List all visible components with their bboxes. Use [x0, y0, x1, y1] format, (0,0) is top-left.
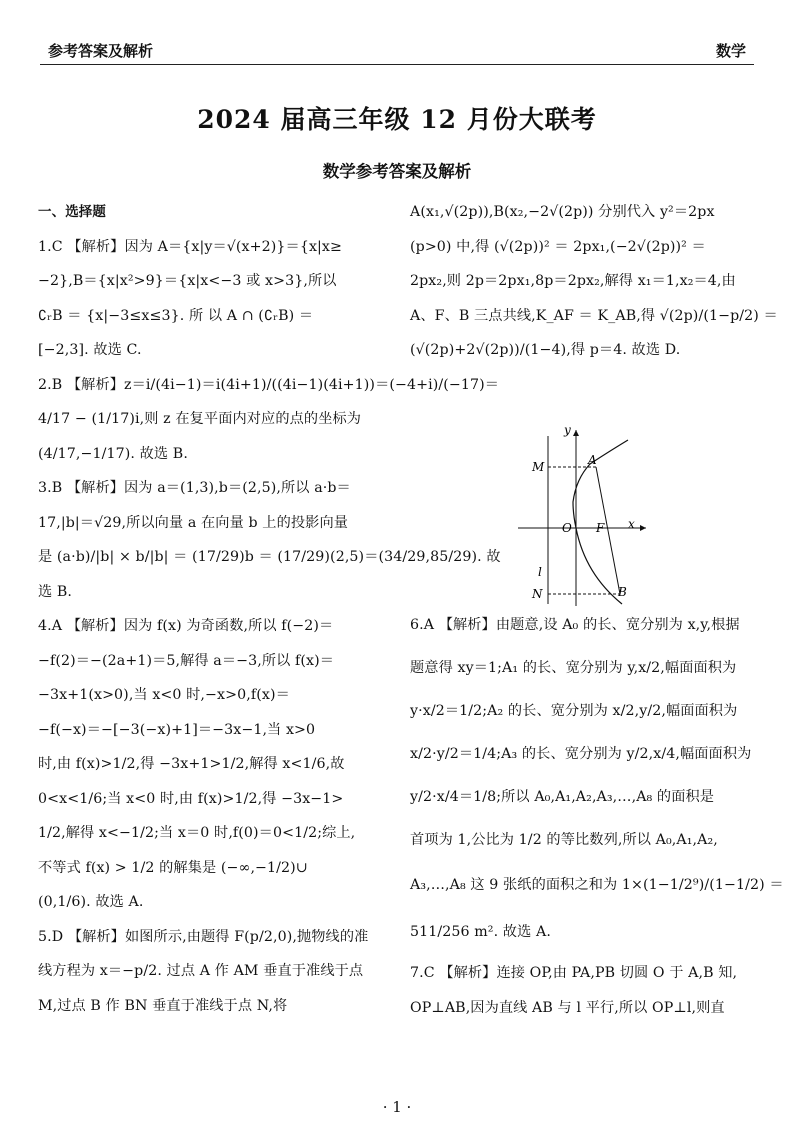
section-heading: 一、选择题 — [38, 204, 106, 220]
text-line: 4.A 【解析】因为 f(x) 为奇函数,所以 f(−2)＝ — [38, 618, 334, 634]
label-m: M — [532, 460, 545, 474]
text-line: 5.D 【解析】如图所示,由题得 F(p/2,0),抛物线的准 — [38, 928, 369, 945]
label-y: y — [564, 424, 571, 437]
text-line: 题意得 xy＝1;A₁ 的长、宽分别为 y,x/2,幅面面积为 — [410, 660, 737, 676]
parabola-figure — [510, 424, 650, 609]
text-line: 时,由 f(x)>1/2,得 −3x+1>1/2,解得 x<1/6,故 — [38, 756, 345, 772]
text-line: M,过点 B 作 BN 垂直于准线于点 N,将 — [38, 997, 288, 1014]
text-line: 511/256 m². 故选 A. — [410, 924, 551, 940]
text-line: −2},B＝{x|x²>9}＝{x|x<−3 或 x>3},所以 — [38, 273, 337, 289]
text-line: (p>0) 中,得 (√(2p))² ＝ 2px₁,(−2√(2p))² ＝ — [410, 238, 706, 255]
label-a: A — [588, 453, 597, 467]
header-right: 数学 — [715, 42, 746, 60]
text-line: x/2·y/2＝1/4;A₃ 的长、宽分别为 y/2,x/4,幅面面积为 — [410, 746, 752, 762]
text-line: y·x/2＝1/2;A₂ 的长、宽分别为 x/2,y/2,幅面面积为 — [410, 703, 738, 719]
text-line: OP⊥AB,因为直线 AB 与 l 平行,所以 OP⊥l,则直 — [410, 1000, 725, 1016]
header-left: 参考答案及解析 — [48, 42, 154, 60]
text-line: A₃,…,A₈ 这 9 张纸的面积之和为 1×(1−1/2⁹)/(1−1/2) ＝ — [410, 877, 784, 893]
text-line: −f(−x)＝−[−3(−x)+1]＝−3x−1,当 x>0 — [38, 721, 316, 738]
text-line: 2px₂,则 2p＝2px₁,8p＝2px₂,解得 x₁＝1,x₂＝4,由 — [410, 273, 736, 289]
text-line: A、F、B 三点共线,K_AF ＝ K_AB,得 √(2p)/(1−p/2) ＝ — [410, 307, 778, 324]
text-line: 1.C 【解析】因为 A＝{x|y＝√(x+2)}＝{x|x≥ — [38, 238, 343, 255]
header-divider — [40, 64, 754, 65]
text-line: 0<x<1/6;当 x<0 时,由 f(x)>1/2,得 −3x−1> — [38, 790, 344, 807]
text-line: y/2·x/4＝1/8;所以 A₀,A₁,A₂,A₃,…,A₈ 的面积是 — [410, 789, 715, 805]
page-number: · 1 · — [382, 1098, 412, 1116]
text-line: 首项为 1,公比为 1/2 的等比数列,所以 A₀,A₁,A₂, — [410, 832, 718, 848]
text-line: ∁ᵣB ＝ {x|−3≤x≤3}. 所 以 A ∩ (∁ᵣB) ＝ — [38, 307, 314, 324]
label-x: x — [628, 517, 635, 531]
label-b: B — [618, 585, 627, 599]
text-line: [−2,3]. 故选 C. — [38, 342, 142, 358]
page-title: 2024 届高三年级 12 月份大联考 — [197, 105, 597, 134]
text-line: 1/2,解得 x<−1/2;当 x＝0 时,f(0)＝0<1/2;综上, — [38, 825, 356, 841]
label-n: N — [532, 587, 543, 601]
label-l: l — [538, 565, 542, 579]
text-line: 2.B 【解析】z＝i/(4i−1)＝i(4i+1)/((4i−1)(4i+1))＝(−4+i)/(−17)＝ — [38, 376, 500, 393]
text-line: 4/17 − (1/17)i,则 z 在复平面内对应的点的坐标为 — [38, 411, 362, 427]
text-line: 选 B. — [38, 583, 73, 600]
text-line: 7.C 【解析】连接 OP,由 PA,PB 切圆 O 于 A,B 知, — [410, 965, 738, 981]
text-line: (√(2p)+2√(2p))/(1−4),得 p＝4. 故选 D. — [410, 342, 681, 358]
right-column-top — [410, 195, 778, 368]
y-axis-arrow-icon — [573, 430, 579, 436]
x-axis-arrow-icon — [640, 525, 646, 531]
label-o: O — [562, 521, 572, 535]
text-line: 是 (a·b)/|b| × b/|b| ＝ (17/29)b ＝ (17/29)(2,5)＝(34/29,85/29). 故 — [38, 549, 501, 565]
text-line: A(x₁,√(2p)),B(x₂,−2√(2p)) 分别代入 y²＝2px — [410, 204, 715, 220]
text-line: (4/17,−1/17). 故选 B. — [38, 445, 188, 462]
text-line: −3x+1(x>0),当 x<0 时,−x>0,f(x)＝ — [38, 687, 290, 703]
text-line: 线方程为 x＝−p/2. 过点 A 作 AM 垂直于准线于点 — [38, 963, 364, 979]
label-f: F — [596, 521, 605, 535]
text-line: 17,|b|＝√29,所以向量 a 在向量 b 上的投影向量 — [38, 514, 349, 531]
text-line: −f(2)＝−(2a+1)＝5,解得 a＝−3,所以 f(x)＝ — [38, 652, 335, 669]
right-column-bottom — [410, 604, 784, 1026]
page-subtitle: 数学参考答案及解析 — [322, 162, 472, 181]
text-line: (0,1/6). 故选 A. — [38, 894, 144, 910]
text-line: 3.B 【解析】因为 a＝(1,3),b＝(2,5),所以 a·b＝ — [38, 480, 351, 496]
text-line: 不等式 f(x) > 1/2 的解集是 (−∞,−1/2)∪ — [38, 859, 308, 876]
text-line: 6.A 【解析】由题意,设 A₀ 的长、宽分别为 x,y,根据 — [410, 617, 740, 633]
